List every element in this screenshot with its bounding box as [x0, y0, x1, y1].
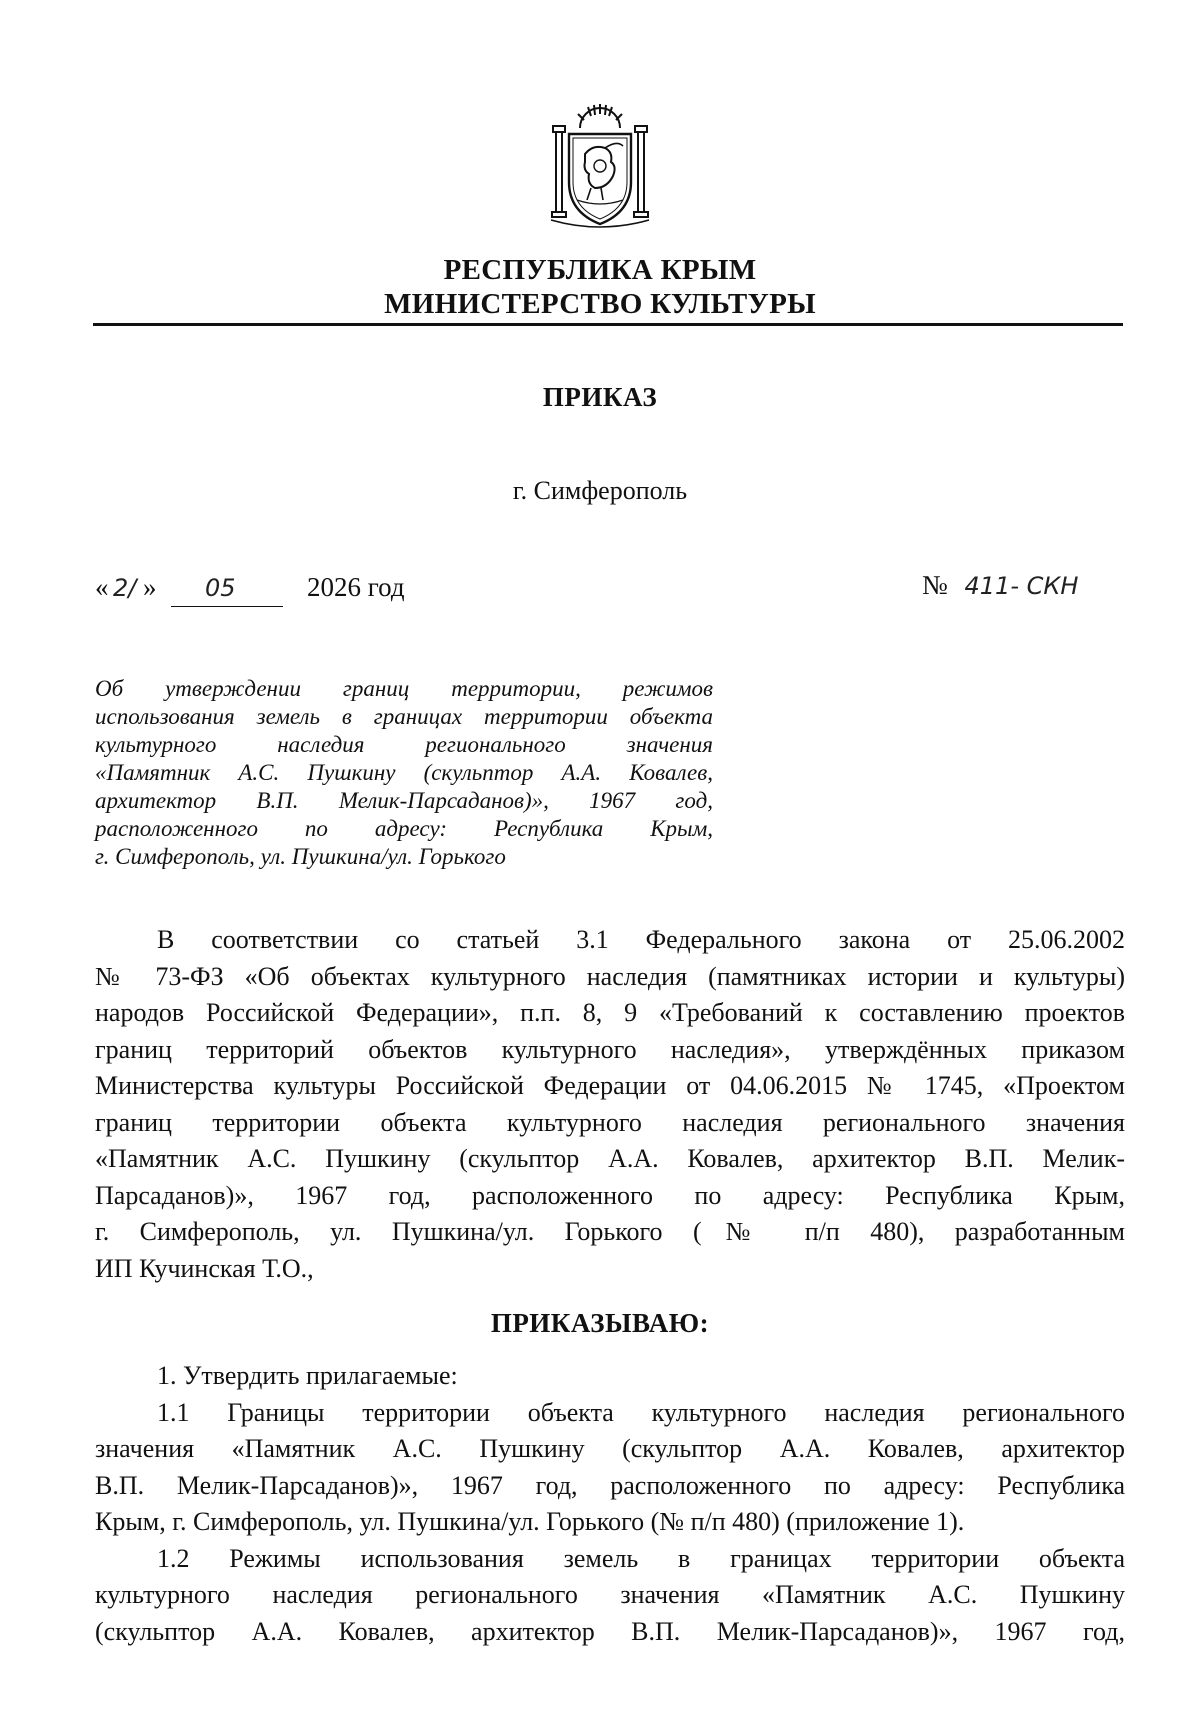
- subject-line: культурного наследия регионального значения: [95, 732, 713, 757]
- preamble-line: «Памятник А.С. Пушкину (скульптор А.А. Ковалев, архитектор В.П. Мелик-: [95, 1144, 1125, 1173]
- order-command: ПРИКАЗЫВАЮ:: [490, 1308, 710, 1338]
- order-number-prefix: №: [922, 570, 948, 600]
- preamble-line: Министерства культуры Российской Федерации от 04.06.2015 № 1745, «Проектом: [95, 1071, 1125, 1100]
- date-month-underline: [171, 606, 283, 607]
- clause-line: культурного наследия регионального значения «Памятник А.С. Пушкину: [95, 1580, 1125, 1609]
- preamble-line: Парсаданов)», 1967 год, расположенного по адресу: Республика Крым,: [95, 1180, 1125, 1210]
- clause-line: 1. Утвердить прилагаемые:: [157, 1361, 458, 1390]
- crimea-coat-of-arms-icon: [547, 100, 653, 230]
- subject-line: г. Симферополь, ул. Пушкина/ул. Горького: [95, 844, 506, 869]
- order-preamble: [95, 922, 1125, 1287]
- clause-line: значения «Памятник А.С. Пушкину (скульптор А.А. Ковалев, архитектор: [95, 1434, 1125, 1463]
- clause-line: 1.2 Режимы использования земель в границах территории объекта: [157, 1543, 1125, 1573]
- preamble-line: В соответствии со статьей 3.1 Федерального закона от 25.06.2002: [157, 925, 1125, 954]
- subject-line: архитектор В.П. Мелик-Парсаданов)», 1967 год,: [95, 788, 713, 813]
- date-year: 2026 год: [307, 572, 405, 602]
- preamble-line: народов Российской Федерации», п.п. 8, 9 «Требований к составлению проектов: [95, 998, 1125, 1027]
- clause-line: В.П. Мелик-Парсаданов)», 1967 год, расположенного по адресу: Республика: [95, 1470, 1125, 1500]
- date-day-handwritten: 2/: [113, 574, 137, 602]
- order-number-handwritten: 411- СКН: [964, 572, 1079, 600]
- order-city: г. Симферополь: [512, 476, 688, 505]
- subject-line: Об утверждении границ территории, режимов: [95, 676, 713, 701]
- date-close-quote: »: [143, 572, 157, 602]
- clause-line: (скульптор А.А. Ковалев, архитектор В.П. Мелик-Парсаданов)», 1967 год,: [95, 1616, 1125, 1646]
- order-title: ПРИКАЗ: [542, 382, 658, 412]
- preamble-line: г. Симферополь, ул. Пушкина/ул. Горького (№ п/п 480), разработанным: [95, 1217, 1125, 1246]
- preamble-line: границ территорий объектов культурного наследия», утверждённых приказом: [95, 1034, 1125, 1064]
- order-clauses: [95, 1358, 1125, 1650]
- preamble-line: ИП Кучинская Т.О.,: [95, 1253, 314, 1283]
- date-open-quote: «: [95, 572, 109, 602]
- clause-line: 1.1 Границы территории объекта культурного наследия регионального: [157, 1397, 1125, 1427]
- subject-line: расположенного по адресу: Республика Крым,: [95, 816, 713, 841]
- preamble-line: границ территории объекта культурного наследия регионального значения: [95, 1107, 1125, 1137]
- preamble-line: № 73-ФЗ «Об объектах культурного наследия (памятниках истории и культуры): [95, 961, 1125, 991]
- order-number: [922, 570, 1078, 601]
- subject-line: использования земель в границах территории объекта: [95, 704, 713, 729]
- order-subject: [95, 675, 713, 871]
- ministry-heading: МИНИСТЕРСТВО КУЛЬТУРЫ: [384, 288, 816, 320]
- header-divider: [93, 323, 1123, 326]
- date-month-handwritten: 05: [205, 574, 236, 602]
- clause-line: Крым, г. Симферополь, ул. Пушкина/ул. Горького (№ п/п 480) (приложение 1).: [95, 1507, 965, 1536]
- subject-line: «Памятник А.С. Пушкину (скульптор А.А. Ковалев,: [95, 760, 713, 785]
- republic-heading: РЕСПУБЛИКА КРЫМ: [443, 254, 757, 286]
